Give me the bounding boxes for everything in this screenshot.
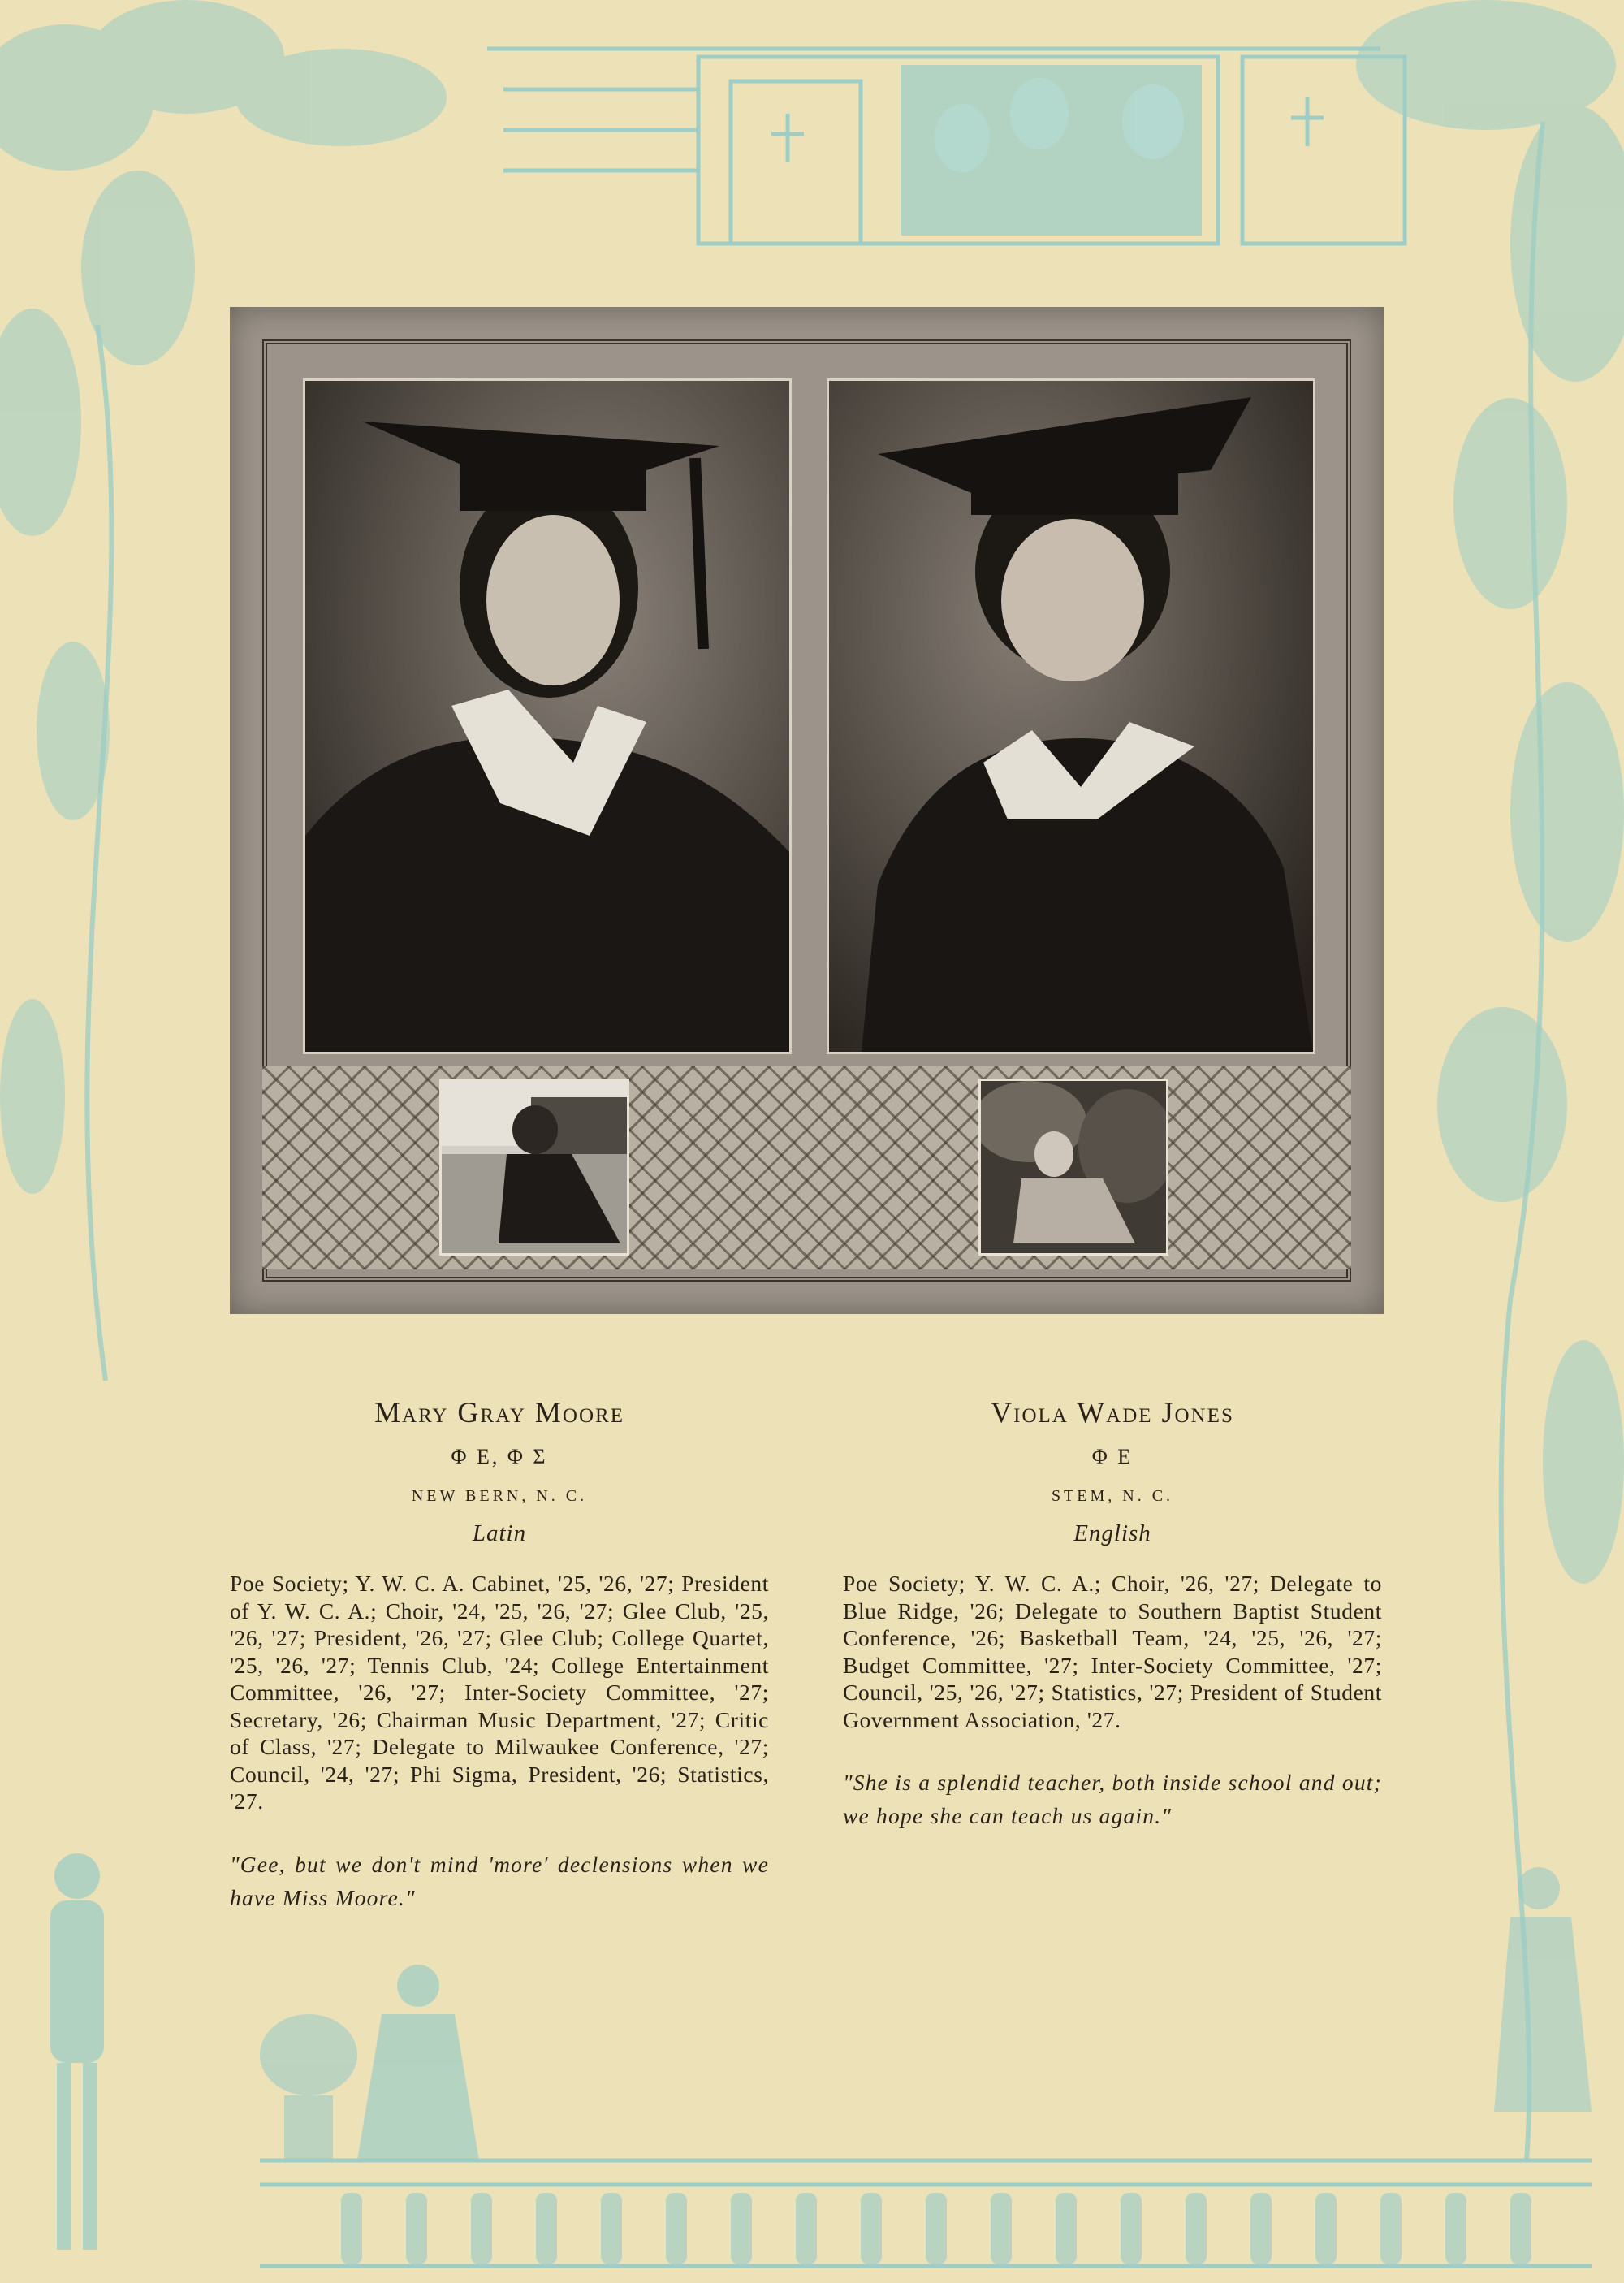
colonial-figure-right-icon: [1494, 1867, 1592, 2112]
snapshot-photo-right: [978, 1079, 1168, 1256]
student-quote: "She is a splendid teacher, both inside school and out; we hope she can teach us again.": [843, 1770, 1382, 1829]
major-subject: Latin: [472, 1520, 527, 1547]
hometown: NEW BERN, N. C.: [411, 1487, 588, 1506]
student-quote: "Gee, but we don't mind 'more' declensions when we have Miss Moore.": [230, 1851, 769, 1910]
snapshot-photo-left: [439, 1079, 629, 1256]
graduate-portrait-icon: [305, 381, 789, 1052]
activities-record: Poe Society; Y. W. C. A. Cabinet, '25, '26, '27; President of Y. W. C. A.; Choir, '24, '25, '26, '27; Glee Club, '25, '26, '27; President, '26, '27; Glee Club; College Quartet, '25, '26, '27; Tennis Club, '24; College Entertainment Committee, '26, '27; Inter-Society Committee, '27; Secretary, '26; Chairman Music Department, '27; Critic of Class, '27; Delegate to Milwaukee Conference, '27; Council, '24, '27; Phi Sigma, President, '26; Statistics, '27.: [230, 1571, 769, 1814]
student-name: Viola Wade Jones: [991, 1396, 1234, 1429]
activities-record: Poe Society; Y. W. C. A.; Choir, '26, '27; Delegate to Blue Ridge, '26; Delegate to Southern Baptist Student Conference, '26; Basketball Team, '24, '25, '26, '27; Budget Committee, '27; Inter-Society Committee, '27; Council, '25, '26, '27; Statistics, '27; President of Student Government Association, '27.: [843, 1571, 1382, 1732]
society-letters: Φ E: [1091, 1445, 1134, 1469]
student-entry-right: [843, 1395, 1382, 1832]
hometown: STEM, N. C.: [1051, 1487, 1174, 1506]
student-entry-left: [230, 1395, 769, 1914]
portrait-photo-right: [827, 378, 1315, 1054]
lattice-panel: [262, 1066, 1351, 1269]
colonial-figure-left-icon: [50, 1853, 104, 2250]
outdoor-snapshot-icon: [981, 1081, 1166, 1253]
portrait-photo-block: [230, 307, 1384, 1314]
right-foliage-icon: [1356, 0, 1624, 1584]
flower-urn-icon: [260, 2014, 357, 2160]
society-letters: Φ E, Φ Σ: [451, 1445, 548, 1469]
colonial-figure-lady-icon: [357, 1965, 479, 2160]
student-name: Mary Gray Moore: [374, 1396, 624, 1429]
outdoor-snapshot-icon: [442, 1081, 627, 1253]
major-subject: English: [1073, 1520, 1151, 1547]
portrait-photo-left: [303, 378, 792, 1054]
balustrade-icon: [341, 2193, 1531, 2264]
graduate-portrait-icon: [829, 381, 1313, 1052]
